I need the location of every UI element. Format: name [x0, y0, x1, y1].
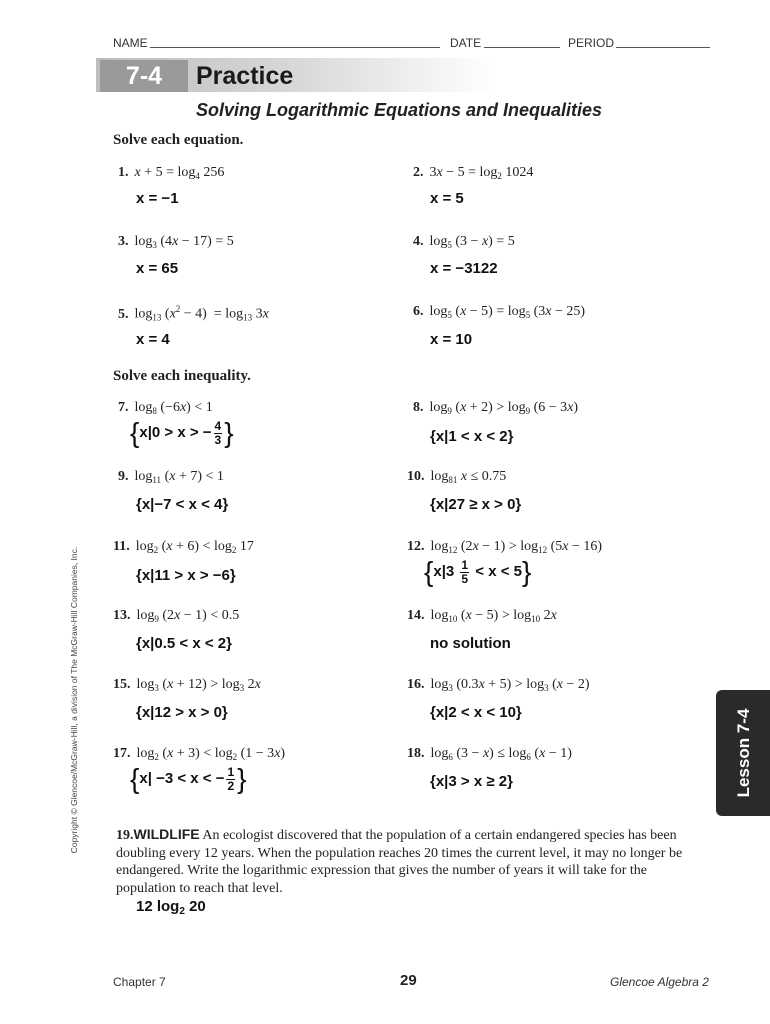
problem-15: 15. $\log_3 (x + 12) > \log_3 2x$ [113, 677, 261, 693]
problem-number: 16. [407, 677, 425, 692]
problem-8: 8. $\log_9 (x + 2) > \log_9 (6 - 3x)$ [413, 400, 579, 416]
period-line [616, 47, 710, 48]
problem-12: 12. $\log_{12} (2x - 1) > \log_{12} (5x - 16)$ [407, 539, 603, 555]
answer-12: {x|3 $\frac{1}{5}$ < x < 5} [424, 556, 532, 587]
problem-number: 15. [113, 677, 131, 692]
problem-number: 12. [407, 539, 425, 554]
lesson-number: 7-4 [100, 60, 188, 92]
answer-11: {x|11 > x > −6} [136, 567, 236, 584]
problem-18: 18. $\log_6 (3 - x) \le \log_6 (x - 1)$ [407, 746, 572, 762]
page-title: Practice [196, 62, 294, 90]
problem-1: 1. $x + 5 = \log_4 256$ [118, 165, 225, 181]
answer-16: {x|2 < x < 10} [430, 704, 522, 721]
answer-6: x = 10 [430, 331, 473, 348]
problem-number: 10. [407, 469, 425, 484]
problem-9: 9. $\log_{11} (x + 7) < 1$ [118, 469, 224, 485]
problem-13: 13. $\log_9 (2x - 1) < 0.5$ [113, 608, 240, 624]
footer-page-number: 29 [400, 972, 417, 989]
problem-number: 18. [407, 746, 425, 761]
section-equations: Solve each equation. [113, 132, 244, 148]
footer-chapter: Chapter 7 [113, 975, 166, 989]
problem-number: 3. [118, 234, 129, 249]
problem-number: 19. [116, 828, 134, 843]
answer-19: 12 $\log_2 20$ [136, 898, 206, 917]
problem-number: 1. [118, 165, 129, 180]
date-label: DATE [450, 36, 482, 50]
lesson-side-tab-label: Lesson 7-4 [734, 708, 753, 798]
problem-number: 13. [113, 608, 131, 623]
problem-17: 17. $\log_2 (x + 3) < \log_2 (1 - 3x)$ [113, 746, 286, 762]
problem-number: 7. [118, 400, 129, 415]
answer-8: {x|1 < x < 2} [430, 428, 514, 445]
footer-book: Glencoe Algebra 2 [610, 975, 709, 989]
problem-2: 2. $3x - 5 = \log_2 1024$ [413, 165, 534, 181]
wildlife-text: An ecologist discovered that the population of a certain endangered species has been doubling every 12 years. When the population reaches 20 times the current level, it may no longer be endangered. Write the logarithmic expression that gives the number of years it will take for the population to reach that level. [116, 828, 683, 896]
wildlife-label: WILDLIFE [133, 826, 200, 842]
period-label: PERIOD [568, 36, 615, 50]
problem-number: 2. [413, 165, 424, 180]
problem-number: 9. [118, 469, 129, 484]
answer-18: {x|3 > x ≥ 2} [430, 773, 513, 790]
name-line [150, 47, 440, 48]
answer-4: x = −3122 [430, 260, 498, 277]
answer-7: {x|0 > x > − $\frac{4}{3}$ } [130, 417, 234, 448]
problem-number: 8. [413, 400, 424, 415]
problem-14: 14. $\log_{10} (x - 5) > \log_{10} 2x$ [407, 608, 557, 624]
section-inequalities: Solve each inequality. [113, 368, 251, 384]
problem-number: 5. [118, 306, 129, 322]
name-label: NAME [113, 36, 148, 50]
problem-number: 4. [413, 234, 424, 249]
problem-number: 6. [413, 304, 424, 319]
answer-9: {x|−7 < x < 4} [136, 496, 229, 513]
answer-1: x = −1 [136, 190, 179, 207]
problem-10: 10. $\log_{81} x \le 0.75$ [407, 469, 507, 485]
answer-15: {x|12 > x > 0} [136, 704, 228, 721]
problem-number: 14. [407, 608, 425, 623]
problem-3: 3. $\log_3 (4x - 17) = 5$ [118, 234, 234, 250]
problem-5: 5. $\log_{13} (x^2 - 4) = \log_{13} 3x$ [118, 304, 269, 323]
answer-14: no solution [430, 635, 511, 652]
problem-number: 17. [113, 746, 131, 761]
problem-6: 6. $\log_5 (x - 5) = \log_5 (3x - 25)$ [413, 304, 586, 320]
problem-4: 4. $\log_5 (3 - x) = 5$ [413, 234, 515, 250]
problem-19 [116, 826, 706, 897]
answer-5: x = 4 [136, 331, 170, 348]
problem-7: 7. $\log_8 (-6x) < 1$ [118, 400, 213, 416]
answer-3: x = 65 [136, 260, 179, 277]
answer-10: {x|27 ≥ x > 0} [430, 496, 522, 513]
problem-number: 11. [113, 539, 130, 554]
date-line [484, 47, 560, 48]
answer-13: {x|0.5 < x < 2} [136, 635, 232, 652]
answer-17: {x| −3 < x < − $\frac{1}{2}$ } [130, 763, 247, 794]
page-subtitle: Solving Logarithmic Equations and Inequalities [196, 100, 603, 120]
problem-11: 11. $\log_2 (x + 6) < \log_2 17$ [113, 539, 254, 555]
answer-2: x = 5 [430, 190, 464, 207]
copyright-notice: Copyright © Glencoe/McGraw-Hill, a division of The McGraw-Hill Companies, Inc. [69, 546, 79, 854]
problem-16: 16. $\log_3 (0.3x + 5) > \log_3 (x - 2)$ [407, 677, 590, 693]
